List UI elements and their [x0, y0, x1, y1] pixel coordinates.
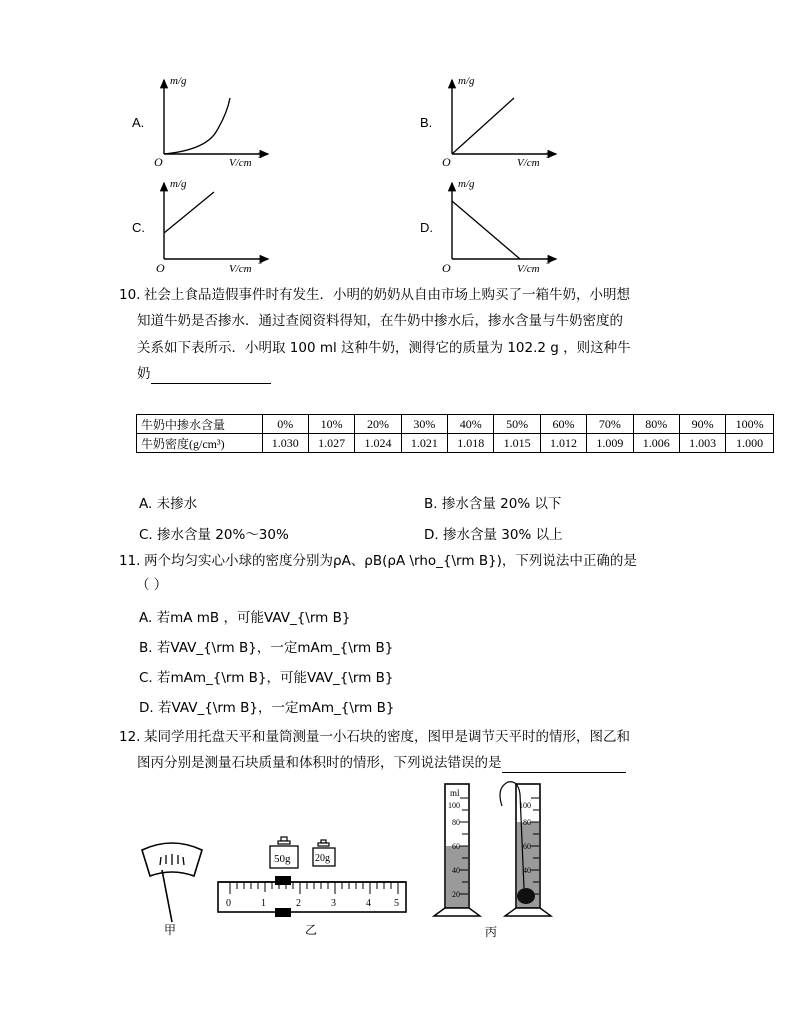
q10-answer-blank[interactable]: [151, 369, 271, 384]
q10-option-d[interactable]: D. 掺水含量 30% 以上: [424, 527, 563, 543]
q10-table: [136, 414, 774, 453]
q12-line-2-text: 图丙分别是测量石块质量和体积时的情形，下列说法错误的是: [137, 755, 502, 771]
table-row: [137, 415, 774, 434]
scale-tick-3: 3: [331, 898, 336, 909]
cyl-left-tick-60: 60: [452, 842, 460, 851]
cyl-left-tick-80: 80: [452, 818, 460, 827]
x-axis-label: V/cm: [229, 263, 252, 275]
table-row-label: 牛奶中掺水含量: [137, 415, 263, 434]
cyl-left-tick-40: 40: [452, 866, 460, 875]
table-cell: 1.009: [587, 434, 633, 453]
x-axis-sup: 3: [258, 257, 262, 266]
q11-option-a[interactable]: A. 若mA mB ，可能VAV_{\rm B}: [139, 610, 351, 626]
cyl-right-tick-60: 60: [523, 842, 531, 851]
cyl-right-tick-40: 40: [523, 866, 531, 875]
table-cell: 1.006: [633, 434, 679, 453]
origin-label: O: [156, 261, 165, 275]
q12-number: 12.: [119, 729, 141, 745]
cyl-left-unit: ml: [450, 788, 460, 798]
q12-line-2: [137, 753, 626, 773]
figure-yi-weights-scale: [214, 832, 410, 942]
table-cell: 1.024: [355, 434, 401, 453]
origin-label: O: [154, 155, 163, 169]
y-axis-label: m/g: [458, 178, 475, 190]
q12-line-1: 某同学用托盘天平和量筒测量一小石块的密度，图甲是调节天平时的情形，图乙和: [144, 729, 630, 745]
table-row-label: 牛奶密度(g/cm³): [137, 434, 263, 453]
graph-d: [438, 175, 568, 275]
x-axis-sup: 3: [546, 151, 550, 160]
q10-number: 10.: [119, 287, 141, 303]
cyl-right-tick-100: 100: [519, 801, 531, 810]
table-row: [137, 434, 774, 453]
graph-b-letter: B.: [420, 115, 433, 130]
fig-label-bing: 丙: [485, 925, 498, 939]
figure-jia-balance-pointer: [136, 838, 208, 938]
q9-graphs: [0, 0, 794, 285]
q10-line-4: [137, 364, 271, 384]
fig-label-jia: 甲: [164, 923, 177, 937]
table-cell: 100%: [726, 415, 774, 434]
scale-tick-2: 2: [296, 898, 301, 909]
table-cell: 1.000: [726, 434, 774, 453]
table-cell: 1.021: [401, 434, 447, 453]
graph-d-letter: D.: [420, 220, 433, 235]
y-axis-label: m/g: [170, 75, 187, 87]
q11-option-c[interactable]: C. 若mAm_{\rm B}，可能VAV_{\rm B}: [139, 670, 394, 686]
table-cell: 80%: [633, 415, 679, 434]
table-cell: 40%: [448, 415, 494, 434]
q10-option-a[interactable]: A. 未掺水: [139, 496, 198, 512]
q11-number: 11.: [119, 553, 141, 569]
cyl-left-tick-100: 100: [448, 801, 460, 810]
x-axis-sup: 3: [258, 151, 262, 160]
graph-c-letter: C.: [132, 220, 145, 235]
q11-line-1: 两个均匀实心小球的密度分别为ρA、ρB(ρA \rho_{\rm B})，下列说法中正确的是: [144, 553, 637, 569]
table-cell: 1.012: [540, 434, 586, 453]
origin-label: O: [442, 261, 451, 275]
table-cell: 70%: [587, 415, 633, 434]
origin-label: O: [442, 155, 451, 169]
table-cell: 30%: [401, 415, 447, 434]
graph-c: [150, 175, 280, 275]
y-axis-label: m/g: [458, 75, 475, 87]
table-cell: 1.030: [262, 434, 308, 453]
table-cell: 0%: [262, 415, 308, 434]
scale-tick-0: 0: [226, 898, 231, 909]
table-cell: 60%: [540, 415, 586, 434]
figure-bing-cylinders: [430, 778, 558, 942]
table-cell: 1.003: [679, 434, 725, 453]
table-cell: 90%: [679, 415, 725, 434]
q10-option-c[interactable]: C. 掺水含量 20%～30%: [139, 527, 289, 543]
table-cell: 10%: [308, 415, 354, 434]
table-cell: 1.015: [494, 434, 540, 453]
graph-b: [438, 70, 568, 170]
scale-tick-4: 4: [366, 898, 371, 909]
graph-a: [150, 70, 280, 170]
q11-option-d[interactable]: D. 若VAV_{\rm B}，一定mAm_{\rm B}: [139, 700, 395, 716]
y-axis-label: m/g: [170, 178, 187, 190]
q11-option-b[interactable]: B. 若VAV_{\rm B}，一定mAm_{\rm B}: [139, 640, 394, 656]
q10-line-3: 关系如下表所示．小明取 100 ml 这种牛奶，测得它的质量为 102.2 g ，则这种牛: [137, 340, 631, 356]
weight-20g-label: 20g: [315, 853, 330, 864]
cyl-left-tick-20: 20: [452, 890, 460, 899]
q12-answer-blank[interactable]: [502, 758, 626, 773]
cyl-right-tick-80: 80: [523, 818, 531, 827]
q10-line-4-text: 奶: [137, 366, 151, 382]
scale-tick-1: 1: [261, 898, 266, 909]
x-axis-label: V/cm: [517, 263, 540, 275]
table-cell: 20%: [355, 415, 401, 434]
q10-option-b[interactable]: B. 掺水含量 20% 以下: [424, 496, 562, 512]
table-cell: 1.018: [448, 434, 494, 453]
table-cell: 1.027: [308, 434, 354, 453]
graph-a-letter: A.: [132, 115, 145, 130]
fig-label-yi: 乙: [305, 923, 318, 937]
weight-50g-label: 50g: [274, 853, 291, 865]
q10-line-1: 社会上食品造假事件时有发生．小明的奶奶从自由市场上购买了一箱牛奶，小明想: [144, 287, 630, 303]
x-axis-label: V/cm: [229, 157, 252, 169]
q10-line-2: 知道牛奶是否掺水．通过查阅资料得知，在牛奶中掺水后，掺水含量与牛奶密度的: [137, 313, 623, 329]
table-cell: 50%: [494, 415, 540, 434]
x-axis-label: V/cm: [517, 157, 540, 169]
x-axis-sup: 3: [546, 257, 550, 266]
scale-tick-5: 5: [394, 898, 399, 909]
q11-line-2: （ ）: [136, 577, 168, 593]
